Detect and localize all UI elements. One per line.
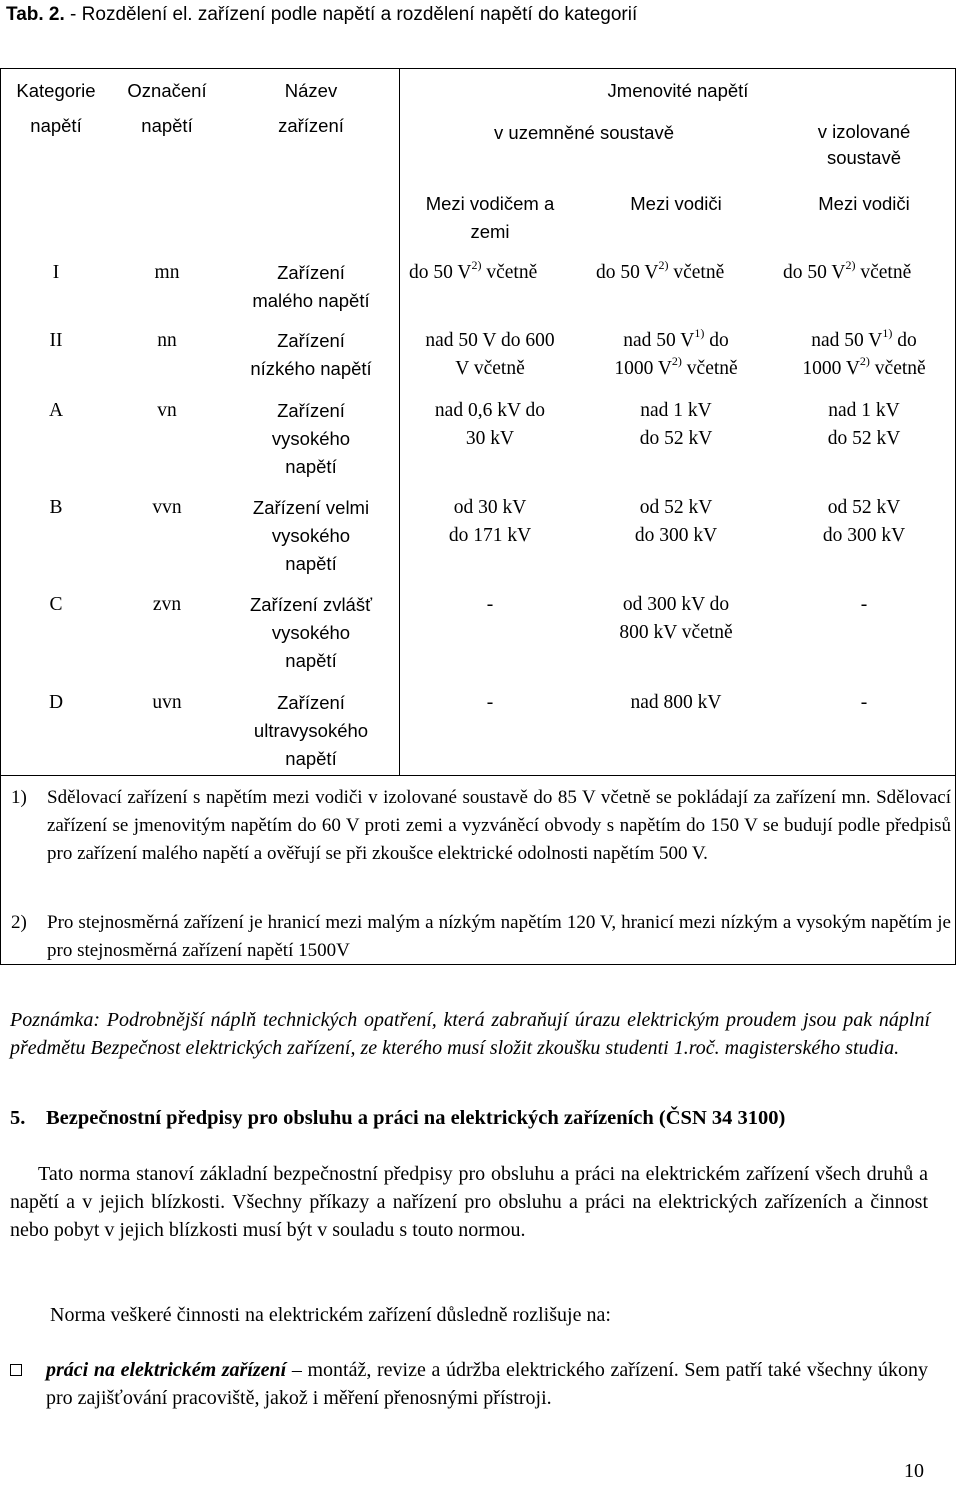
voltage-categories-table (0, 68, 956, 965)
footnote-2-text: Pro stejnosměrná zařízení je hranicí mezi malým a nízkým napětím 120 V, hranicí mezi nízkým a vysokým napětím je pro stejnosměrná zařízení napětí 1500V (47, 912, 951, 961)
row-1-zem: do 50 $V^{2)}$ včetně (409, 258, 538, 283)
row-6-oznaceni: uvn (152, 692, 182, 713)
footnote-1-number: 1) (11, 787, 27, 808)
row-5-uzem-vodici: od 300 kV do 800 kV včetně (619, 594, 733, 643)
footnote-1 (11, 784, 951, 868)
row-1-nazev: Zařízení malého napětí (252, 262, 370, 311)
row-5-izol-vodici: - (860, 594, 868, 615)
row-1-kategorie: I (52, 262, 60, 283)
row-4-nazev: Zařízení velmi vysokého napětí (252, 497, 370, 574)
caption-prefix: Tab. 2. (6, 4, 65, 25)
paragraph-norm-intro: Tato norma stanoví základní bezpečnostní předpisy pro obsluhu a práci na elektrickém zařízení všech druhů a napětí a v jejich blízkosti. Všechny příkazy a nařízení pro obsluhu a práci na elektrických zařízeních a činnost nebo pobyt v jejich blízkosti musí být v souladu s touto normou. (10, 1163, 928, 1241)
row-2-nazev: Zařízení nízkého napětí (250, 330, 372, 379)
row-5-zem: - (486, 594, 494, 615)
section-title: Bezpečnostní předpisy pro obsluhu a práci na elektrických zařízeních (ČSN 34 3100) (46, 1107, 786, 1129)
header-nazev: Název zařízení (278, 80, 344, 136)
row-6-zem: - (486, 692, 494, 713)
bullet-text: montáž, revize a údržba elektrického zařízení. Sem patří také všechny úkony pro zajišťování pracoviště, jakož i měření přenosnými přístroji. (46, 1359, 928, 1409)
row-3-izol-vodici: nad 1 kV do 52 kV (827, 400, 901, 449)
row-3-nazev: Zařízení vysokého napětí (271, 400, 351, 477)
row-3-uzem-vodici: nad 1 kV do 52 kV (639, 400, 713, 449)
header-uzemnene-soustave: v uzemněné soustavě (494, 122, 674, 143)
footnote-2-number: 2) (11, 912, 27, 933)
row-4-zem: od 30 kV do 171 kV (448, 497, 532, 546)
row-6-kategorie: D (48, 692, 64, 713)
footnote-1-text: Sdělovací zařízení s napětím mezi vodiči v izolované soustavě do 85 V včetně se pokládají za zařízení mn. Sdělovací zařízení se jmenovitým napětím do 60 V proti zemi a vyzváněcí obvody s napětím do 150 V se budují podle předpisů pro zařízení malého napětí a ověřují se při zkoušce elektrické odolnosti napětím 500 V. (47, 787, 951, 864)
row-6-izol-vodici: - (860, 692, 868, 713)
header-jmenovite-napeti: Jmenovité napětí (607, 80, 749, 101)
table-caption (6, 1, 637, 29)
header-kategorie: Kategorie napětí (16, 80, 96, 136)
bullet-term: práci na elektrickém zařízení (46, 1359, 287, 1381)
row-1-uzem-vodici: do 50 $V^{2)}$ včetně (596, 258, 725, 283)
header-izolovane-soustave: v izolované soustavě (817, 121, 911, 168)
paragraph-norm-distinguishes: Norma veškeré činnosti na elektrickém zařízení důsledně rozlišuje na: (50, 1304, 611, 1326)
footnote-2 (11, 909, 951, 965)
row-4-uzem-vodici: od 52 kV do 300 kV (634, 497, 718, 546)
row-2-izol-vodici: nad 50 $V^{1)}$ do 1000 $V^{2)}$ včetně (802, 326, 926, 379)
header-mezi-vodici-izolovane: Mezi vodiči (818, 193, 910, 214)
row-6-nazev: Zařízení ultravysokého napětí (253, 692, 369, 769)
row-3-oznaceni: vn (157, 400, 177, 421)
row-1-izol-vodici: do 50 $V^{2)}$ včetně (783, 258, 912, 283)
row-5-kategorie: C (49, 594, 63, 615)
row-5-nazev: Zařízení zvlášť vysokého napětí (249, 594, 373, 671)
header-oznaceni: Označení napětí (127, 80, 207, 136)
note-paragraph: Poznámka: Podrobnější náplň technických opatření, která zabraňují úrazu elektrickým proudem jsou pak náplní předmětu Bezpečnost elektrických zařízení, ze kterého musí složit zkoušku studenti 1.roč. magisterského studia. (10, 1009, 930, 1059)
header-mezi-vodici-uzemnene: Mezi vodiči (630, 193, 722, 214)
row-4-kategorie: B (49, 497, 63, 518)
row-3-kategorie: A (48, 400, 64, 421)
checkbox-bullet-icon (10, 1364, 22, 1376)
row-2-zem: nad 50 V do 600 V včetně (425, 330, 555, 379)
row-4-izol-vodici: od 52 kV do 300 kV (822, 497, 906, 546)
row-2-kategorie: II (49, 330, 63, 351)
table-footnote-divider (1, 775, 955, 776)
row-5-oznaceni: zvn (152, 594, 182, 615)
row-6-uzem-vodici: nad 800 kV (630, 692, 722, 713)
row-3-zem: nad 0,6 kV do 30 kV (434, 400, 546, 449)
bullet-dash: – (286, 1359, 308, 1381)
section-number: 5. (10, 1107, 26, 1129)
row-2-uzem-vodici: nad 50 $V^{1)}$ do 1000 $V^{2)}$ včetně (614, 326, 738, 379)
page-number: 10 (904, 1460, 924, 1482)
row-2-oznaceni: nn (157, 330, 177, 351)
row-4-oznaceni: vvn (152, 497, 182, 518)
section-heading (10, 1104, 785, 1132)
row-1-oznaceni: mn (154, 262, 180, 283)
header-mezi-vodicem-a-zemi: Mezi vodičem a zemi (425, 193, 555, 242)
bullet-item (10, 1356, 928, 1412)
caption-text: - Rozdělení el. zařízení podle napětí a rozdělení napětí do kategorií (64, 4, 638, 25)
